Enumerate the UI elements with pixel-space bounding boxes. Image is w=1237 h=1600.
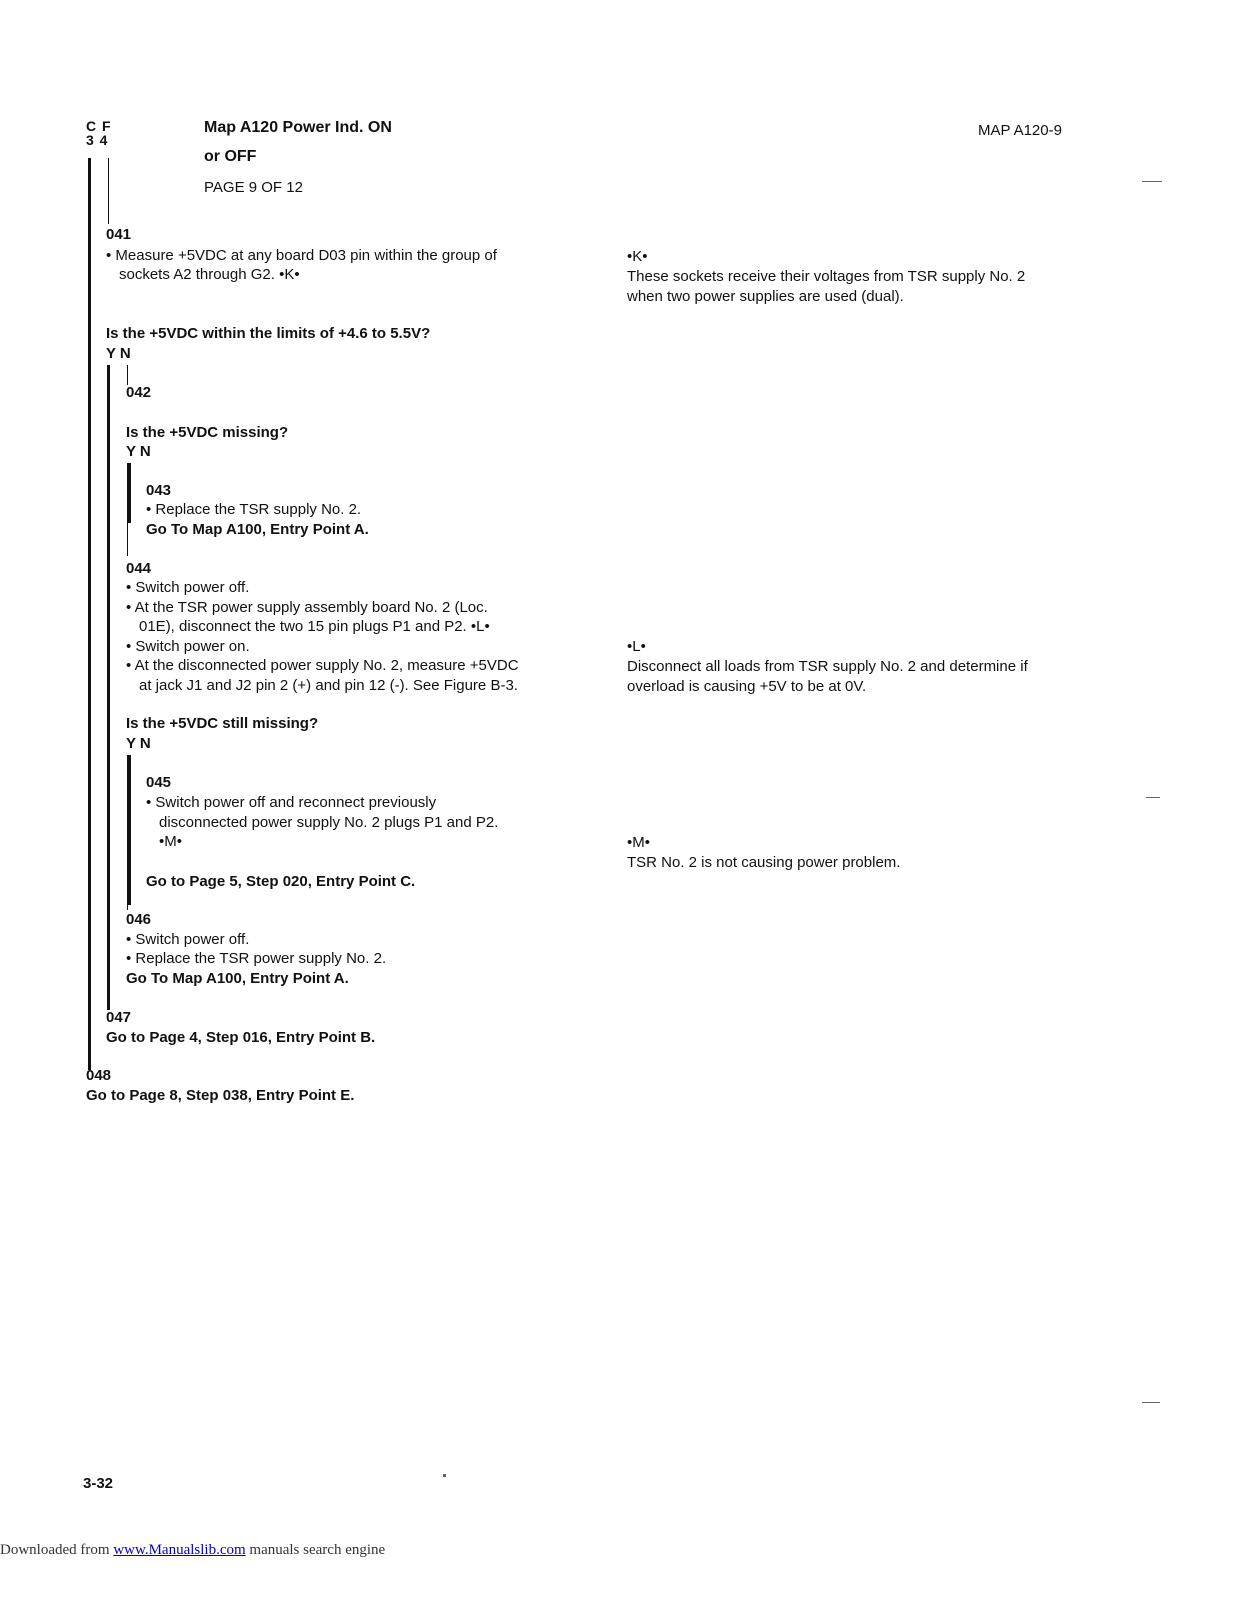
map-id: MAP A120-9 — [978, 122, 1062, 139]
step-042-yes-no: Y N — [126, 443, 151, 460]
footer-prefix: Downloaded from — [0, 1542, 114, 1558]
step-041-yes-no: Y N — [106, 345, 131, 362]
scan-speck — [443, 1474, 446, 1477]
flow-line-c — [88, 158, 91, 1070]
step-043-goto: Go To Map A100, Entry Point A. — [146, 521, 369, 538]
step-043-bullet: • Replace the TSR supply No. 2. — [146, 501, 362, 518]
note-k-tag: •K• — [627, 248, 648, 265]
step-042-question: Is the +5VDC missing? — [126, 424, 289, 441]
step-044-yes-no: Y N — [126, 735, 151, 752]
step-041-number: 041 — [106, 226, 132, 243]
step-045-goto: Go to Page 5, Step 020, Entry Point C. — [146, 873, 416, 890]
step-042-number: 042 — [126, 384, 152, 401]
step-044-bullet2-line1: • At the TSR power supply assembly board No. 2 (Loc. — [126, 599, 488, 616]
page-title-line2: or OFF — [204, 148, 257, 165]
step-041-question: Is the +5VDC within the limits of +4.6 to 5.5V? — [106, 325, 431, 342]
step-048-goto: Go to Page 8, Step 038, Entry Point E. — [86, 1087, 355, 1104]
step-044-bullet3: • Switch power on. — [126, 638, 250, 655]
flow-line-041-yes — [107, 365, 110, 1010]
step-046-bullet2: • Replace the TSR power supply No. 2. — [126, 950, 387, 967]
step-045-bullet-line1: • Switch power off and reconnect previously — [146, 794, 437, 811]
column-labels-top: C F — [86, 118, 112, 134]
footer-line — [0, 1542, 385, 1559]
step-041-bullet-line1: • Measure +5VDC at any board D03 pin within the group of — [106, 247, 497, 264]
step-044-bullet4-line1: • At the disconnected power supply No. 2, measure +5VDC — [126, 657, 519, 674]
note-m-tag: •M• — [627, 834, 650, 851]
flow-line-041-no — [127, 365, 128, 385]
page-indicator: PAGE 9 OF 12 — [204, 179, 303, 196]
step-043-number: 043 — [146, 482, 172, 499]
step-045-bullet-line3: •M• — [159, 833, 182, 850]
scan-speck — [1142, 1402, 1160, 1403]
step-048-number: 048 — [86, 1067, 112, 1084]
footer-link[interactable]: www.Manualslib.com — [113, 1542, 246, 1558]
footer-suffix: manuals search engine — [245, 1542, 386, 1558]
step-046-bullet1: • Switch power off. — [126, 931, 250, 948]
step-047-goto: Go to Page 4, Step 016, Entry Point B. — [106, 1029, 376, 1046]
step-044-bullet4-line2: at jack J1 and J2 pin 2 (+) and pin 12 (-). See Figure B-3. — [139, 677, 518, 694]
step-044-number: 044 — [126, 560, 152, 577]
flow-line-f — [108, 158, 109, 224]
note-l-line2: overload is causing +5V to be at 0V. — [627, 678, 867, 695]
scan-speck — [1142, 181, 1162, 182]
step-044-bullet1: • Switch power off. — [126, 579, 250, 596]
step-045-bullet-line2: disconnected power supply No. 2 plugs P1 and P2. — [159, 814, 499, 831]
flow-line-042-no — [128, 463, 131, 523]
flow-line-044-no — [128, 755, 131, 905]
step-041-bullet-line2: sockets A2 through G2. •K• — [119, 266, 300, 283]
step-044-bullet2-line2: 01E), disconnect the two 15 pin plugs P1 and P2. •L• — [139, 618, 490, 635]
note-l-line1: Disconnect all loads from TSR supply No. 2 and determine if — [627, 658, 1028, 675]
note-k-line2: when two power supplies are used (dual). — [627, 288, 904, 305]
page-title-line1: Map A120 Power Ind. ON — [204, 119, 392, 136]
step-047-number: 047 — [106, 1009, 132, 1026]
step-046-goto: Go To Map A100, Entry Point A. — [126, 970, 349, 987]
note-k-line1: These sockets receive their voltages from TSR supply No. 2 — [627, 268, 1026, 285]
step-046-number: 046 — [126, 911, 152, 928]
note-m-line1: TSR No. 2 is not causing power problem. — [627, 854, 901, 871]
scan-speck — [1146, 797, 1160, 798]
column-labels-bottom: 3 4 — [86, 132, 109, 148]
page-number: 3-32 — [83, 1475, 114, 1492]
step-044-question: Is the +5VDC still missing? — [126, 715, 319, 732]
step-045-number: 045 — [146, 774, 172, 791]
note-l-tag: •L• — [627, 638, 646, 655]
